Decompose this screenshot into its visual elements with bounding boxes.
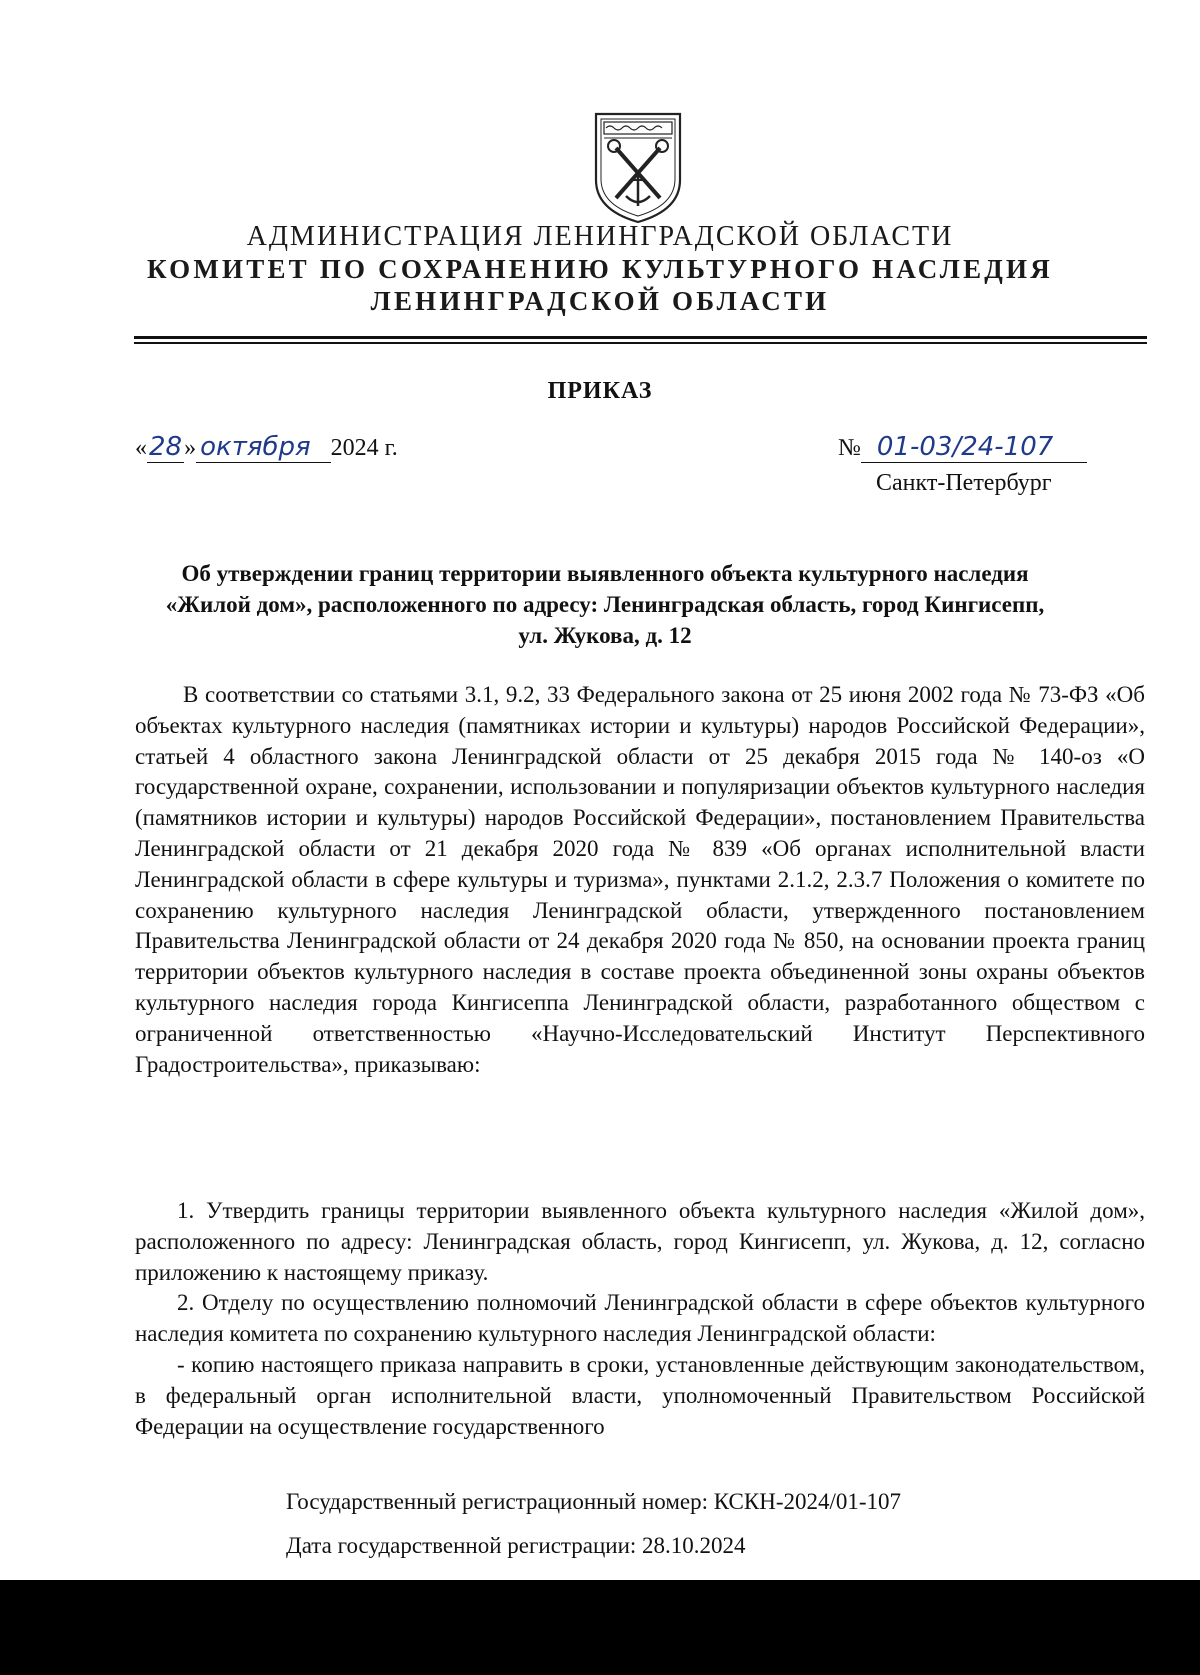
header-divider-thin — [134, 342, 1147, 344]
order-subject: Об утверждении границ территории выявленного объекта культурного наследия «Жилой дом», расположенного по адресу: Ленинградская область, город Кингисепп, ул. Жукова, д. 12 — [165, 561, 1045, 648]
order-year: 2024 г. — [330, 435, 398, 461]
number-sign: № — [838, 435, 861, 461]
coat-of-arms-icon — [590, 110, 686, 226]
order-day: 28 — [149, 432, 183, 462]
committee-region: ЛЕНИНГРАДСКОЙ ОБЛАСТИ — [370, 286, 830, 316]
order-date — [135, 432, 398, 463]
registration-date: Дата государственной регистрации: 28.10.2024 — [286, 1533, 746, 1558]
order-items — [135, 1196, 1145, 1442]
order-month: октября — [196, 432, 331, 463]
document-type-title: ПРИКАЗ — [547, 378, 653, 404]
preamble-block — [135, 680, 1145, 1080]
header-divider — [134, 336, 1147, 339]
order-number-value: 01-03/24-107 — [861, 432, 1087, 463]
date-quote-close: » — [184, 435, 197, 461]
order-number — [838, 432, 1087, 463]
order-item-2: 2. Отделу по осуществлению полномочий Ленинградской области в сфере объектов культурного наследия комитета по сохранению культурного наследия Ленинградской области: — [135, 1290, 1145, 1347]
order-item-1: 1. Утвердить границы территории выявленного объекта культурного наследия «Жилой дом», расположенного по адресу: Ленинградская область, город Кингисепп, ул. Жукова, д. 12, согласно приложению к настоящему приказу. — [135, 1198, 1145, 1285]
preamble-paragraph: В соответствии со статьями 3.1, 9.2, 33 Федерального закона от 25 июня 2002 года № 73-ФЗ «Об объектах культурного наследия (памятниках истории и культуры) народов Российской Федерации», статьей 4 областного закона Ленинградской области от 25 декабря 2015 года № 140-оз «О государственной охране, сохранении, использовании и популяризации объектов культурного наследия (памятников истории и культуры) народов Российской Федерации», постановлением Правительства Ленинградской области от 21 декабря 2020 года № 839 «Об органах исполнительной власти Ленинградской области в сфере культуры и туризма», пунктами 2.1.2, 2.3.7 Положения о комитете по сохранению культурного наследия Ленинградской области, утвержденного постановлением Правительства Ленинградской области от 24 декабря 2020 года № 850, на основании проекта границ территории объектов культурного наследия в составе проекта объединенной зоны охраны объектов культурного наследия города Кингисеппа Ленинградской области, разработанного обществом с ограниченной ответственностью «Научно-Исследовательский Институт Перспективного Градостроительства», приказываю: — [135, 682, 1145, 1077]
order-item-2-sub: - копию настоящего приказа направить в сроки, установленные действующим законодательством, в федеральный орган исполнительной власти, уполномоченный Правительством Российской Федерации на осуществление государственного — [135, 1351, 1145, 1439]
date-quote-open: « — [135, 435, 147, 461]
administration-name: АДМИНИСТРАЦИЯ ЛЕНИНГРАДСКОЙ ОБЛАСТИ — [246, 221, 954, 252]
committee-name: КОМИТЕТ ПО СОХРАНЕНИЮ КУЛЬТУРНОГО НАСЛЕДИЯ — [147, 254, 1053, 284]
scan-border — [0, 1580, 1200, 1675]
registration-number: Государственный регистрационный номер: КСКН-2024/01-107 — [286, 1489, 902, 1514]
order-city: Санкт-Петербург — [876, 470, 1052, 496]
